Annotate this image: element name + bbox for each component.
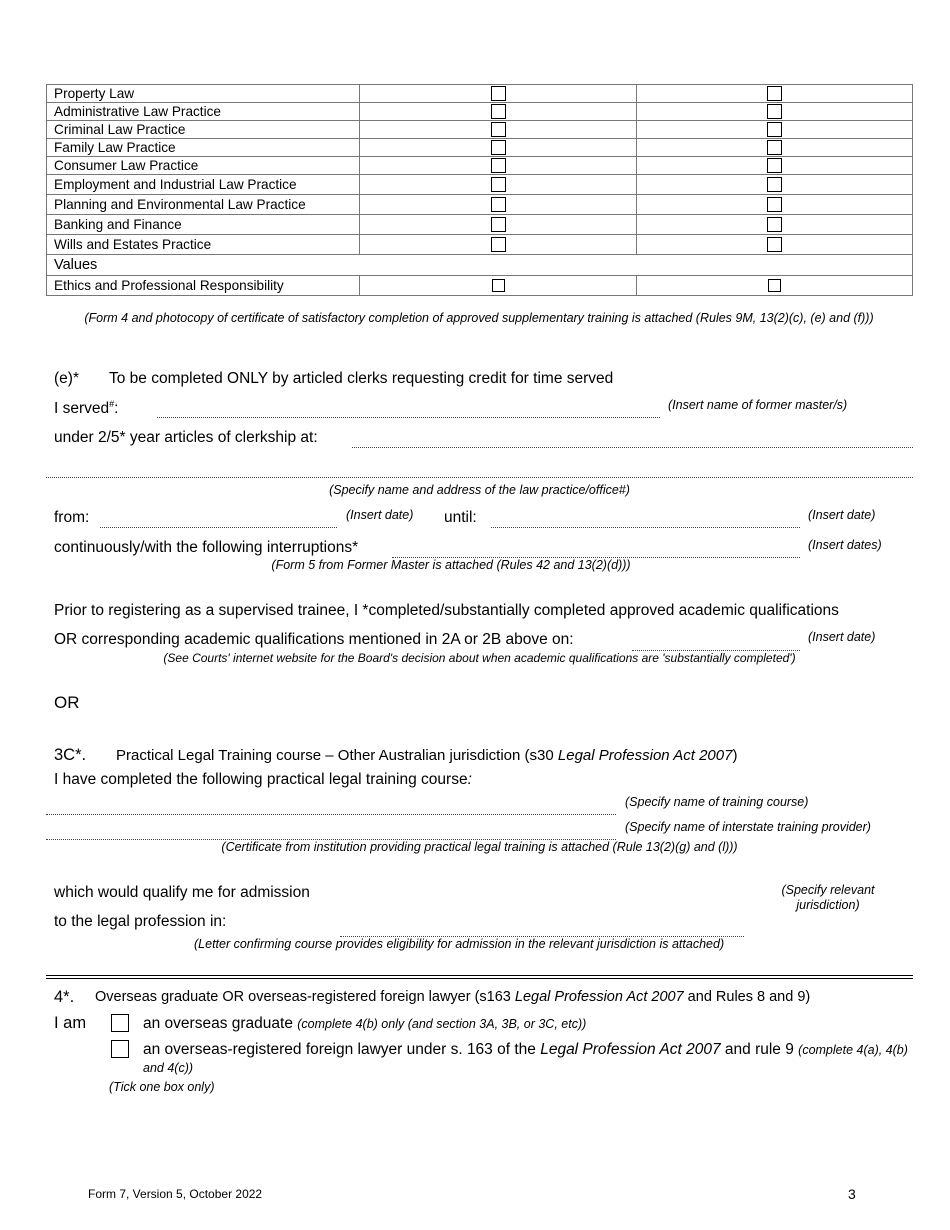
subject-checkbox-col-3[interactable] <box>767 140 782 155</box>
table-row <box>47 85 913 103</box>
option-foreign-lawyer-note: (complete 4(a), 4(b) and 4(c)) <box>143 1043 908 1075</box>
column-3-cell <box>636 103 912 121</box>
form-version: Form 7, Version 5, October 2022 <box>88 1187 263 1201</box>
from-date-field[interactable] <box>100 527 337 528</box>
table-row <box>47 195 913 215</box>
until-label: until: <box>444 509 477 526</box>
law-practice-field-2[interactable] <box>46 477 913 478</box>
column-2-cell <box>360 121 636 139</box>
from-label: from: <box>54 509 90 526</box>
practice-note: (Specify name and address of the law practice/office#) <box>329 483 630 497</box>
column-2-cell <box>360 157 636 175</box>
qualify-line-2: to the legal profession in: <box>54 913 227 930</box>
subject-checkbox-col-3[interactable] <box>767 197 782 212</box>
option-foreign-lawyer-label: an overseas-registered foreign lawyer under s. 163 of the <box>143 1041 541 1058</box>
option-foreign-lawyer-act-title: Legal Profession Act 2007 <box>540 1041 721 1058</box>
former-master-field[interactable] <box>157 417 660 418</box>
subject-checkbox-col-3[interactable] <box>767 122 782 137</box>
tick-one-box-note: (Tick one box only) <box>109 1080 215 1094</box>
subject-label: Planning and Environmental Law Practice <box>47 195 360 215</box>
i-served-superscript: # <box>109 399 115 409</box>
section-3c-heading-close: ) <box>732 747 738 764</box>
subject-checkbox-col-2[interactable] <box>491 177 506 192</box>
table-row <box>47 175 913 195</box>
academic-line-2: OR corresponding academic qualifications mentioned in 2A or 2B above on: <box>54 631 574 648</box>
certificate-note: (Certificate from institution providing practical legal training is attached (Rule 13(2)(g) and (l))) <box>221 840 738 854</box>
subject-label: Criminal Law Practice <box>47 121 360 139</box>
table-row <box>47 157 913 175</box>
subject-label: Employment and Industrial Law Practice <box>47 175 360 195</box>
subject-label: Administrative Law Practice <box>47 103 360 121</box>
column-2-cell <box>360 103 636 121</box>
subject-label: Family Law Practice <box>47 139 360 157</box>
jurisdiction-note: (Specify relevant jurisdiction) <box>781 883 875 912</box>
qualify-line-1: which would qualify me for admission <box>54 884 310 901</box>
subject-checkbox-col-3[interactable] <box>767 158 782 173</box>
option-overseas-graduate-note: (complete 4(b) only (and section 3A, 3B, or 3C, etc)) <box>297 1017 587 1031</box>
table-row <box>47 103 913 121</box>
academic-line-1: Prior to registering as a supervised trainee, I *completed/substantially completed approved academic qualifications <box>54 602 839 619</box>
completed-course-colon: : <box>467 771 472 788</box>
column-2-cell <box>360 175 636 195</box>
form5-note: (Form 5 from Former Master is attached (Rules 42 and 13(2)(d))) <box>271 558 631 572</box>
section-divider-bottom <box>46 978 913 979</box>
values-header-row <box>47 255 913 276</box>
section-e-heading: To be completed ONLY by articled clerks requesting credit for time served <box>109 370 614 387</box>
i-served-colon: : <box>114 400 119 418</box>
ethics-row <box>47 276 913 296</box>
column-3-cell <box>636 235 912 255</box>
training-course-note: (Specify name of training course) <box>625 795 809 809</box>
subject-checkbox-col-3[interactable] <box>767 104 782 119</box>
law-practice-field-1[interactable] <box>352 447 913 448</box>
from-date-note: (Insert date) <box>346 508 414 522</box>
section-3c-act-title: Legal Profession Act 2007 <box>557 747 733 764</box>
column-2-cell <box>360 235 636 255</box>
column-2-cell <box>360 276 636 296</box>
subject-checkbox-col-3[interactable] <box>767 177 782 192</box>
option-overseas-graduate <box>143 1015 586 1033</box>
column-3-cell <box>636 85 912 103</box>
training-provider-note: (Specify name of interstate training provider) <box>625 820 871 834</box>
column-3-cell <box>636 215 912 235</box>
training-course-field[interactable] <box>46 814 616 815</box>
option-foreign-lawyer-rule: and rule 9 <box>720 1041 794 1058</box>
subject-label: Banking and Finance <box>47 215 360 235</box>
subject-checkbox-col-2[interactable] <box>491 158 506 173</box>
continuously-label: continuously/with the following interruptions* <box>54 539 359 556</box>
subject-checkbox-col-3[interactable] <box>767 237 782 252</box>
interruptions-note: (Insert dates) <box>808 538 882 552</box>
foreign-lawyer-checkbox[interactable] <box>111 1040 129 1058</box>
column-3-cell <box>636 195 912 215</box>
column-3-cell <box>636 121 912 139</box>
values-header: Values <box>47 255 913 276</box>
table-row <box>47 235 913 255</box>
section-divider-top <box>46 975 913 976</box>
section-4-heading <box>95 989 810 1005</box>
section-e-marker: (e)* <box>54 370 79 387</box>
subject-label: Wills and Estates Practice <box>47 235 360 255</box>
former-master-note: (Insert name of former master/s) <box>668 398 848 412</box>
page-number: 3 <box>848 1186 856 1202</box>
letter-note: (Letter confirming course provides eligibility for admission in the relevant jurisdiction is attached) <box>194 937 725 951</box>
section-3c-heading-text: Practical Legal Training course – Other Australian jurisdiction (s30 <box>116 747 558 764</box>
subject-label: Ethics and Professional Responsibility <box>47 276 360 296</box>
section-3c-heading <box>116 747 737 764</box>
subject-checkbox-col-2[interactable] <box>491 217 506 232</box>
subject-checkbox-col-2[interactable] <box>491 104 506 119</box>
column-2-cell <box>360 139 636 157</box>
column-2-cell <box>360 215 636 235</box>
or-label: OR <box>54 693 80 712</box>
until-date-note: (Insert date) <box>808 508 876 522</box>
i-served-label <box>54 399 118 418</box>
i-am-label: I am <box>54 1014 87 1032</box>
training-subjects-table <box>46 84 913 296</box>
column-3-cell <box>636 276 912 296</box>
subject-label: Property Law <box>47 85 360 103</box>
subject-checkbox-col-2[interactable] <box>491 86 506 101</box>
subject-checkbox-col-3[interactable] <box>768 279 781 292</box>
column-3-cell <box>636 139 912 157</box>
table-row <box>47 215 913 235</box>
subject-checkbox-col-2[interactable] <box>491 237 506 252</box>
option-foreign-lawyer <box>143 1041 908 1077</box>
academic-date-note: (Insert date) <box>808 630 876 644</box>
section-4-heading-rules: and Rules 8 and 9) <box>683 989 811 1005</box>
column-2-cell <box>360 195 636 215</box>
completed-course-label <box>54 771 472 789</box>
i-served-text: I served <box>54 400 110 418</box>
subject-checkbox-col-3[interactable] <box>767 217 782 232</box>
column-2-cell <box>360 85 636 103</box>
courts-website-note: (See Courts' internet website for the Board's decision about when academic qualifications are 'substantially completed') <box>163 651 796 665</box>
section-4-marker: 4*. <box>54 988 75 1006</box>
under-articles-label: under 2/5* year articles of clerkship at: <box>54 429 318 446</box>
form4-note: (Form 4 and photocopy of certificate of satisfactory completion of approved supplementary training is attached (Rules 9M, 13(2)(c), (e) and (f))) <box>84 311 874 325</box>
section-3c-marker: 3C*. <box>54 746 87 764</box>
subject-checkbox-col-2[interactable] <box>491 197 506 212</box>
completed-course-text: I have completed the following practical legal training course <box>54 771 468 788</box>
subject-checkbox-col-2[interactable] <box>492 279 505 292</box>
subject-checkbox-col-2[interactable] <box>491 122 506 137</box>
section-4-heading-text: Overseas graduate OR overseas-registered foreign lawyer (s163 <box>95 989 515 1005</box>
column-3-cell <box>636 157 912 175</box>
table-row <box>47 139 913 157</box>
overseas-graduate-checkbox[interactable] <box>111 1014 129 1032</box>
subject-checkbox-col-3[interactable] <box>767 86 782 101</box>
section-4-act-title: Legal Profession Act 2007 <box>514 989 684 1005</box>
until-date-field[interactable] <box>491 527 800 528</box>
option-overseas-graduate-label: an overseas graduate <box>143 1015 293 1032</box>
subject-checkbox-col-2[interactable] <box>491 140 506 155</box>
subject-label: Consumer Law Practice <box>47 157 360 175</box>
column-3-cell <box>636 175 912 195</box>
table-row <box>47 121 913 139</box>
